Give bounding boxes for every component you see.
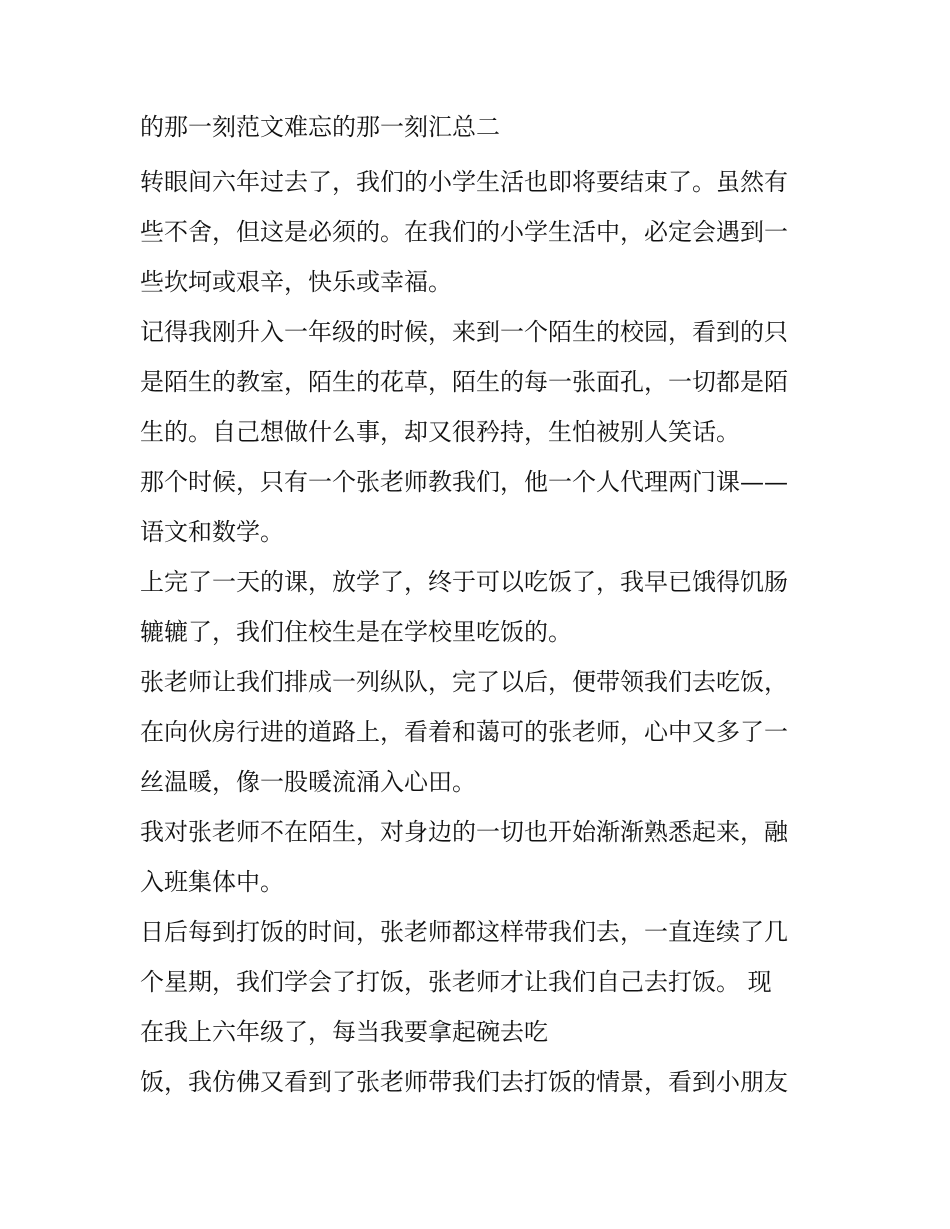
text-line: 辘辘了，我们住校生是在学校里吃饭的。 <box>140 618 572 646</box>
text-line: 是陌生的教室，陌生的花草，陌生的每一张面孔，一切都是陌 <box>140 368 788 396</box>
document-title-line: 的那一刻范文难忘的那一刻汇总二 <box>140 113 500 141</box>
text-line: 记得我刚升入一年级的时候，来到一个陌生的校园，看到的只 <box>140 318 788 346</box>
text-line: 转眼间六年过去了，我们的小学生活也即将要结束了。虽然有 <box>140 168 788 196</box>
text-line: 丝温暖，像一股暖流涌入心田。 <box>140 768 476 796</box>
text-line: 语文和数学。 <box>140 518 284 546</box>
text-line: 在向伙房行进的道路上，看着和蔼可的张老师，心中又多了一 <box>140 718 788 746</box>
text-line: 我对张老师不在陌生，对身边的一切也开始渐渐熟悉起来，融 <box>140 818 788 846</box>
text-line: 在我上六年级了，每当我要拿起碗去吃 <box>140 1018 548 1046</box>
text-line: 生的。自己想做什么事，却又很矜持，生怕被别人笑话。 <box>140 418 740 446</box>
text-line: 饭，我仿佛又看到了张老师带我们去打饭的情景，看到小朋友 <box>140 1068 788 1096</box>
text-line: 上完了一天的课，放学了，终于可以吃饭了，我早已饿得饥肠 <box>140 568 788 596</box>
text-line: 日后每到打饭的时间，张老师都这样带我们去，一直连续了几 <box>140 918 788 946</box>
text-line: 些坎坷或艰辛，快乐或幸福。 <box>140 268 452 296</box>
text-line: 那个时候，只有一个张老师教我们，他一个人代理两门课—— <box>140 468 788 496</box>
text-line: 些不舍，但这是必须的。在我们的小学生活中，必定会遇到一 <box>140 218 788 246</box>
text-line: 张老师让我们排成一列纵队，完了以后，便带领我们去吃饭， <box>140 668 788 696</box>
text-line: 个星期，我们学会了打饭，张老师才让我们自己去打饭。 现 <box>140 968 772 996</box>
text-line: 入班集体中。 <box>140 868 284 896</box>
